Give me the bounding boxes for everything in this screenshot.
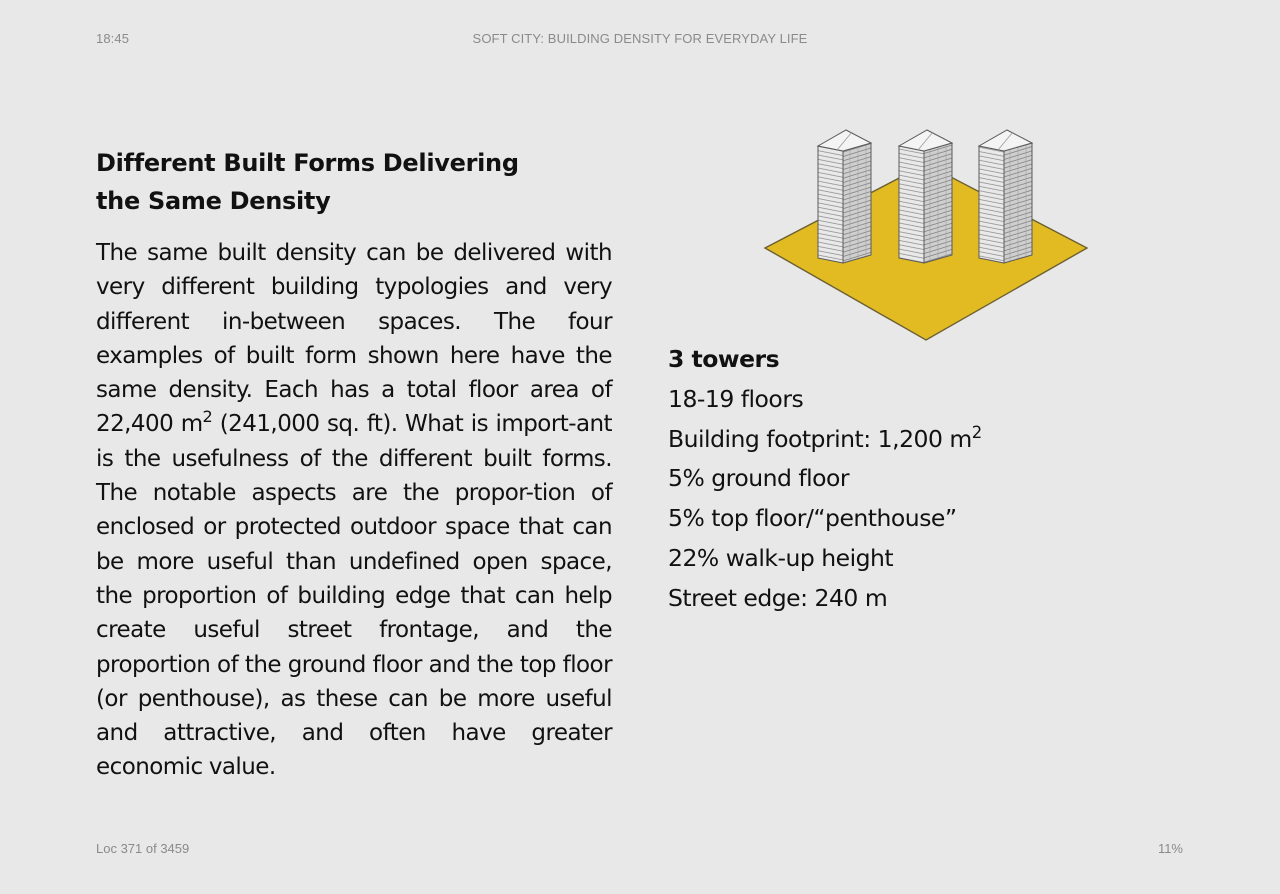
caption-line: Street edge: 240 m [668, 583, 888, 612]
section-heading-line: Different Built Forms Delivering [96, 149, 519, 177]
section-heading [96, 144, 612, 220]
text-column [96, 144, 612, 785]
section-heading-line: the Same Density [96, 187, 331, 215]
reading-progress: 11% [1157, 841, 1183, 856]
status-time: 18:45 [96, 31, 130, 46]
book-title: SOFT CITY: BUILDING DENSITY FOR EVERYDAY LIFE [472, 31, 808, 46]
caption-line: 18-19 floors [668, 384, 804, 413]
figure-caption [668, 340, 1228, 619]
caption-title: 3 towers [668, 345, 780, 373]
towers-group [818, 130, 1032, 263]
tower-shape [979, 130, 1032, 263]
caption-line: 5% top floor/“penthouse” [668, 504, 957, 533]
caption-line: 22% walk-up height [668, 543, 894, 572]
caption-line [668, 420, 1228, 460]
superscript: 2 [202, 407, 213, 427]
body-text-part: The same built density can be delivered with very different building typologies and very different in-between spaces. The four examples of built form shown here have the same density. Each has a total floor area of 22,400 m [96, 240, 612, 438]
tower-shape [818, 130, 871, 263]
caption-line: 5% ground floor [668, 464, 850, 493]
tower-shape [899, 130, 952, 263]
body-text-part: (241,000 sq. ft). What is import-ant is the usefulness of the different built forms. The notable aspects are the propor-tion of enclosed or protected outdoor space that can be more useful than undefined open space, the proportion of building edge that can help create useful street frontage, and the proportion of the ground floor and the top floor (or penthouse), as these can be more useful and attractive, and often have greater economic value. [96, 411, 612, 781]
reading-location: Loc 371 of 3459 [96, 841, 190, 856]
three-towers-illustration-icon [758, 122, 1098, 346]
superscript: 2 [971, 422, 982, 442]
body-paragraph [96, 236, 612, 785]
caption-text: Building footprint: 1,200 m [668, 424, 972, 453]
